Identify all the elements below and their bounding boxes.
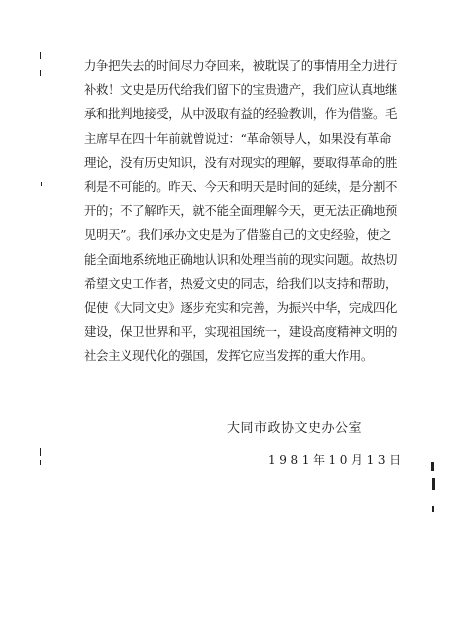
scan-mark — [40, 460, 41, 465]
body-line: 希望文史工作者，热爱文史的同志，给我们以支持和帮助， — [84, 275, 398, 291]
scan-mark — [40, 70, 41, 76]
body-line: 开的；不了解昨天，就不能全面理解今天，更无法正确地预 — [84, 203, 398, 219]
scan-mark — [432, 506, 434, 512]
scan-mark — [431, 462, 434, 471]
body-line: 能全面地系统地正确地认识和处理当前的现实问题。故热切 — [84, 251, 398, 267]
body-line: 建设，保卫世界和平，实现祖国统一，建设高度精神文明的 — [84, 324, 398, 340]
scan-mark — [432, 478, 435, 490]
body-line: 社会主义现代化的强国，发挥它应当发挥的重大作用。 — [84, 348, 373, 364]
body-line: 主席早在四十年前就曾说过：“革命领导人，如果没有革命 — [84, 130, 391, 146]
body-line: 力争把失去的时间尽力夺回来，被耽误了的事情用全力进行 — [84, 58, 398, 73]
body-line: 承和批判地接受，从中汲取有益的经验教训，作为借鉴。毛 — [84, 106, 398, 122]
body-line: 利是不可能的。昨天、今天和明天是时间的延续，是分割不 — [84, 178, 398, 194]
body-line: 见明天”。我们承办文史是为了借鉴自己的文史经验，使之 — [84, 227, 391, 243]
signature-date: 1981年10月13日 — [268, 453, 405, 467]
body-line: 促使《大同文史》逐步充实和完善，为振兴中华，完成四化 — [84, 299, 398, 315]
body-line: 补救！文史是历代给我们留下的宝贵遗产，我们应认真地继 — [84, 82, 398, 98]
signature-organization: 大同市政协文史办公室 — [227, 421, 363, 436]
scan-mark — [40, 448, 41, 456]
scan-mark — [41, 182, 42, 186]
scan-mark — [40, 52, 41, 59]
body-text — [84, 54, 402, 368]
body-line: 理论，没有历史知识，没有对现实的理解，要取得革命的胜 — [84, 154, 398, 170]
